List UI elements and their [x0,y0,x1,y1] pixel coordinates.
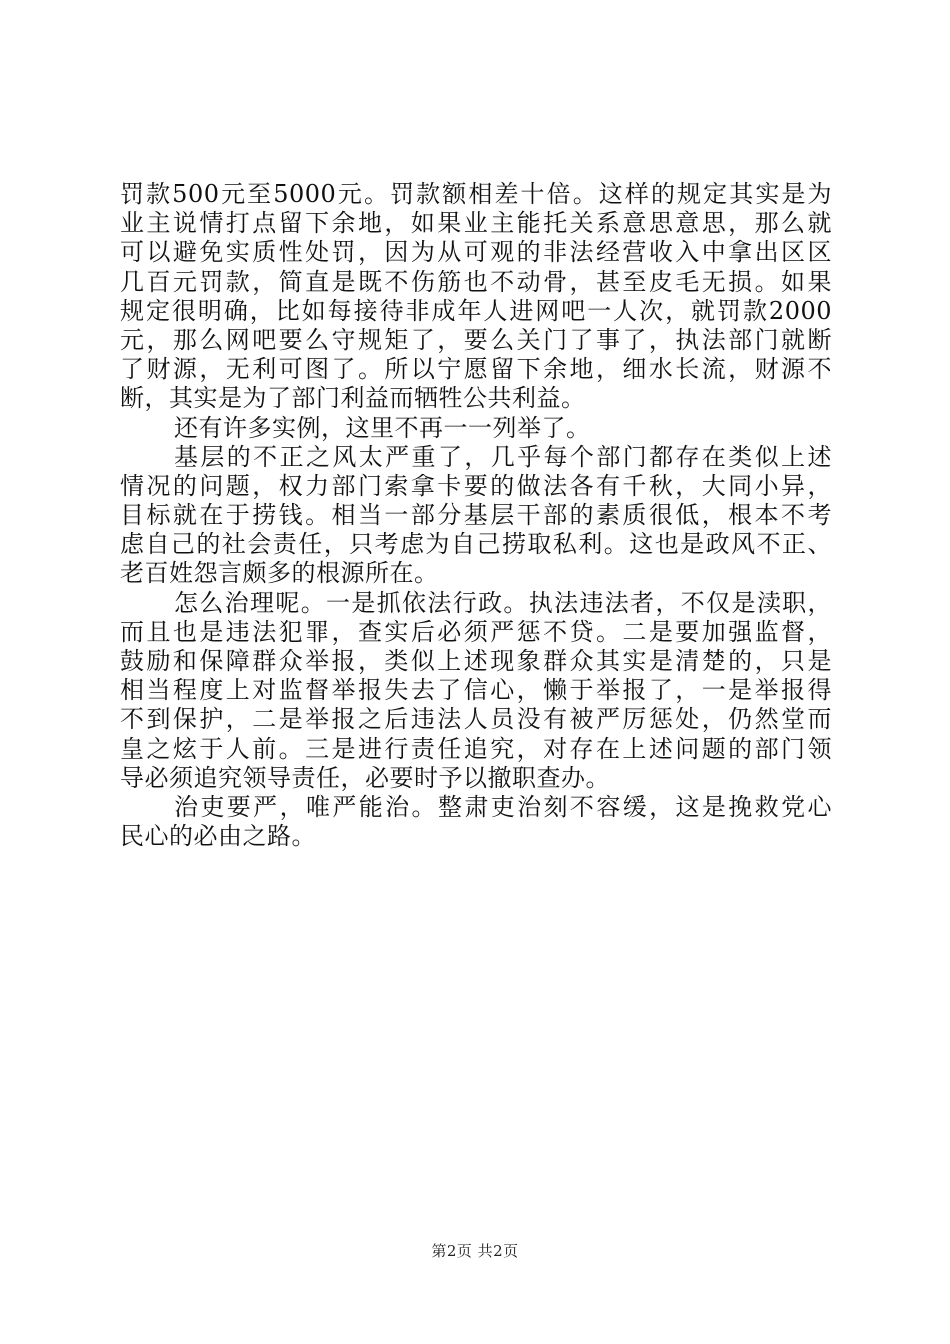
page-footer: 第2页 共2页 [431,1242,519,1260]
text-line: 基层的不正之风太严重了，几乎每个部门都存在类似上述 [174,442,832,471]
text-line: 规定很明确，比如每接待非成年人进网吧一人次，就罚款2000 [120,296,832,325]
text-line: 不到保护，二是举报之后违法人员没有被严厉惩处，仍然堂而 [120,705,832,734]
text-line: 民心的必由之路。 [120,822,316,851]
text-line: 元，那么网吧要么守规矩了，要么关门了事了，执法部门就断 [120,325,832,354]
text-line: 相当程度上对监督举报失去了信心，懒于举报了，一是举报得 [120,676,832,705]
paragraph [120,414,832,443]
text-line: 老百姓怨言颇多的根源所在。 [120,559,439,588]
paragraph [120,180,832,414]
text-line: 几百元罚款，简直是既不伤筋也不动骨，甚至皮毛无损。如果 [120,267,832,296]
text-line: 业主说情打点留下余地，如果业主能托关系意思意思，那么就 [120,209,832,238]
text-line: 目标就在于捞钱。相当一部分基层干部的素质很低，根本不考 [120,501,832,530]
text-line: 而且也是违法犯罪，查实后必须严惩不贷。二是要加强监督， [120,617,832,646]
text-line: 罚款500元至5000元。罚款额相差十倍。这样的规定其实是为 [120,180,832,208]
text-line: 了财源，无利可图了。所以宁愿留下余地，细水长流，财源不 [120,355,832,384]
text-line: 导必须追究领导责任，必要时予以撤职查办。 [120,763,610,792]
text-line: 虑自己的社会责任，只考虑为自己捞取私利。这也是政风不正、 [120,530,832,559]
paragraph [120,793,832,851]
paragraph [120,443,832,589]
text-line: 皇之炫于人前。三是进行责任追究，对存在上述问题的部门领 [120,734,832,763]
paragraph [120,589,832,793]
text-line: 怎么治理呢。一是抓依法行政。执法违法者，不仅是渎职， [174,588,832,617]
text-line: 情况的问题，权力部门索拿卡要的做法各有千秋，大同小异， [120,471,832,500]
text-line: 断，其实是为了部门利益而牺牲公共利益。 [120,384,586,413]
text-line: 鼓励和保障群众举报，类似上述现象群众其实是清楚的，只是 [120,647,832,675]
text-line: 还有许多实例，这里不再一一列举了。 [174,413,591,442]
document-body [120,180,832,851]
text-line: 可以避免实质性处罚，因为从可观的非法经营收入中拿出区区 [120,238,832,267]
text-line: 治吏要严，唯严能治。整肃吏治刻不容缓，这是挽救党心 [174,792,832,821]
